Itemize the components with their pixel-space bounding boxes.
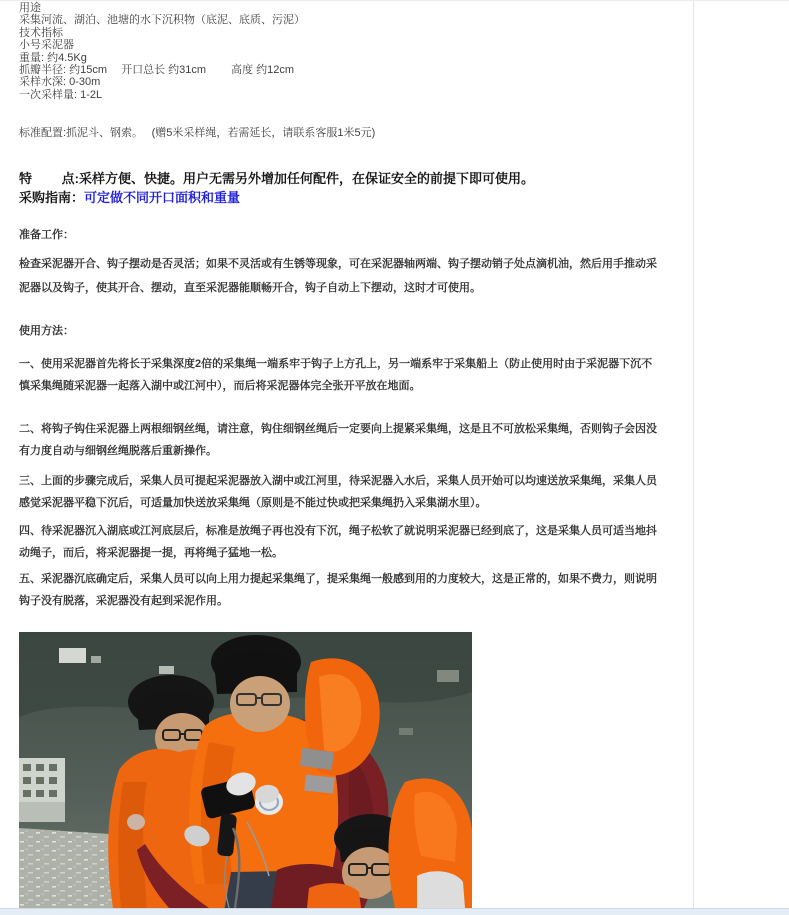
spec-line-depth: 采样水深: 0-30m [19, 76, 101, 89]
spec-line-volume: 一次采样量: 1-2L [19, 88, 103, 101]
purchase-guide-label: 采购指南： [19, 190, 85, 205]
spec-block [19, 2, 660, 101]
usage-step-4: 四、待采泥器沉入湖底或江河底层后，标准是放绳子再也没有下沉，绳子松软了就说明采泥器已经到底了，这是采集人员可适当地抖动绳子，而后，将采泥器提一提，再将绳子猛地一松。 [19, 525, 657, 559]
prep-section-body: 检查采泥器开合、钩子摆动是否灵活；如果不灵活或有生锈等现象，可在采泥器轴两端、钩子摆动销子处点滴机油，然后用手推动采泥器以及钩子，使其开合、摆动，直至采泥器能顺畅开合，钩子自动上下摆动，这时才可使用。 [19, 258, 657, 294]
purchase-guide-text: 可定做不同开口面积和重量 [84, 190, 241, 205]
next-section-strip [0, 908, 789, 915]
spec-line-usage-desc: 采集河流、湖泊、池塘的水下沉积物（底泥、底质、污泥） [19, 14, 305, 27]
standard-config-line: 标准配置:抓泥斗、钢索。 (赠5米采样绳，若需延长，请联系客服1米5元) [19, 127, 376, 139]
usage-section-title: 使用方法： [19, 325, 74, 337]
spec-line-model: 小号采泥器 [19, 39, 74, 52]
prep-section-title: 准备工作： [19, 229, 74, 241]
table-cell-border [693, 1, 694, 908]
usage-step-5: 五、采泥器沉底确定后，采集人员可以向上用力提起采集绳了，提采集绳一般感到用的力度较大，这是正常的，如果不费力，则说明钩子没有脱落，采泥器没有起到采泥作用。 [19, 573, 657, 607]
spec-line-dimensions: 抓瓣半径: 约15cm 开口总长 约31cm 高度 约12cm [19, 64, 295, 77]
spec-line-weight: 重量: 约4.5Kg [19, 51, 87, 64]
usage-step-2: 二、将钩子钩住采泥器上两根细钢丝绳，请注意，钩住细钢丝绳后一定要向上提紧采集绳，这是且不可放松采集绳，否则钩子会因没有力度自动与细钢丝绳脱落后重新操作。 [19, 423, 657, 457]
usage-step-1: 一、使用采泥器首先将长于采集深度2倍的采集绳一端系牢于钩子上方孔上，另一端系牢于采集船上（防止使用时由于采泥器下沉不慎采集绳随采泥器一起落入湖中或江河中），而后将采泥器体完全张开平放在地面。 [19, 358, 653, 392]
features-line: 特 点:采样方便、快捷。用户无需另外增加任何配件，在保证安全的前提下即可使用。 [19, 171, 534, 186]
spec-line-tech-title: 技术指标 [19, 26, 63, 39]
surveyors-in-orange-life-jackets-using-sampler-photo [19, 632, 472, 908]
spec-line-usage-title: 用途 [19, 2, 41, 14]
purchase-guide-line [19, 188, 660, 207]
features-block [19, 169, 660, 207]
usage-step-3: 三、上面的步骤完成后，采集人员可提起采泥器放入湖中或江河里，待采泥器入水后，采集人员开始可以均速送放采集绳，采集人员感觉采泥器平稳下沉后，可适量加快送放采集绳（原则是不能过快或把采集绳扔入采集湖水里）。 [19, 475, 657, 509]
